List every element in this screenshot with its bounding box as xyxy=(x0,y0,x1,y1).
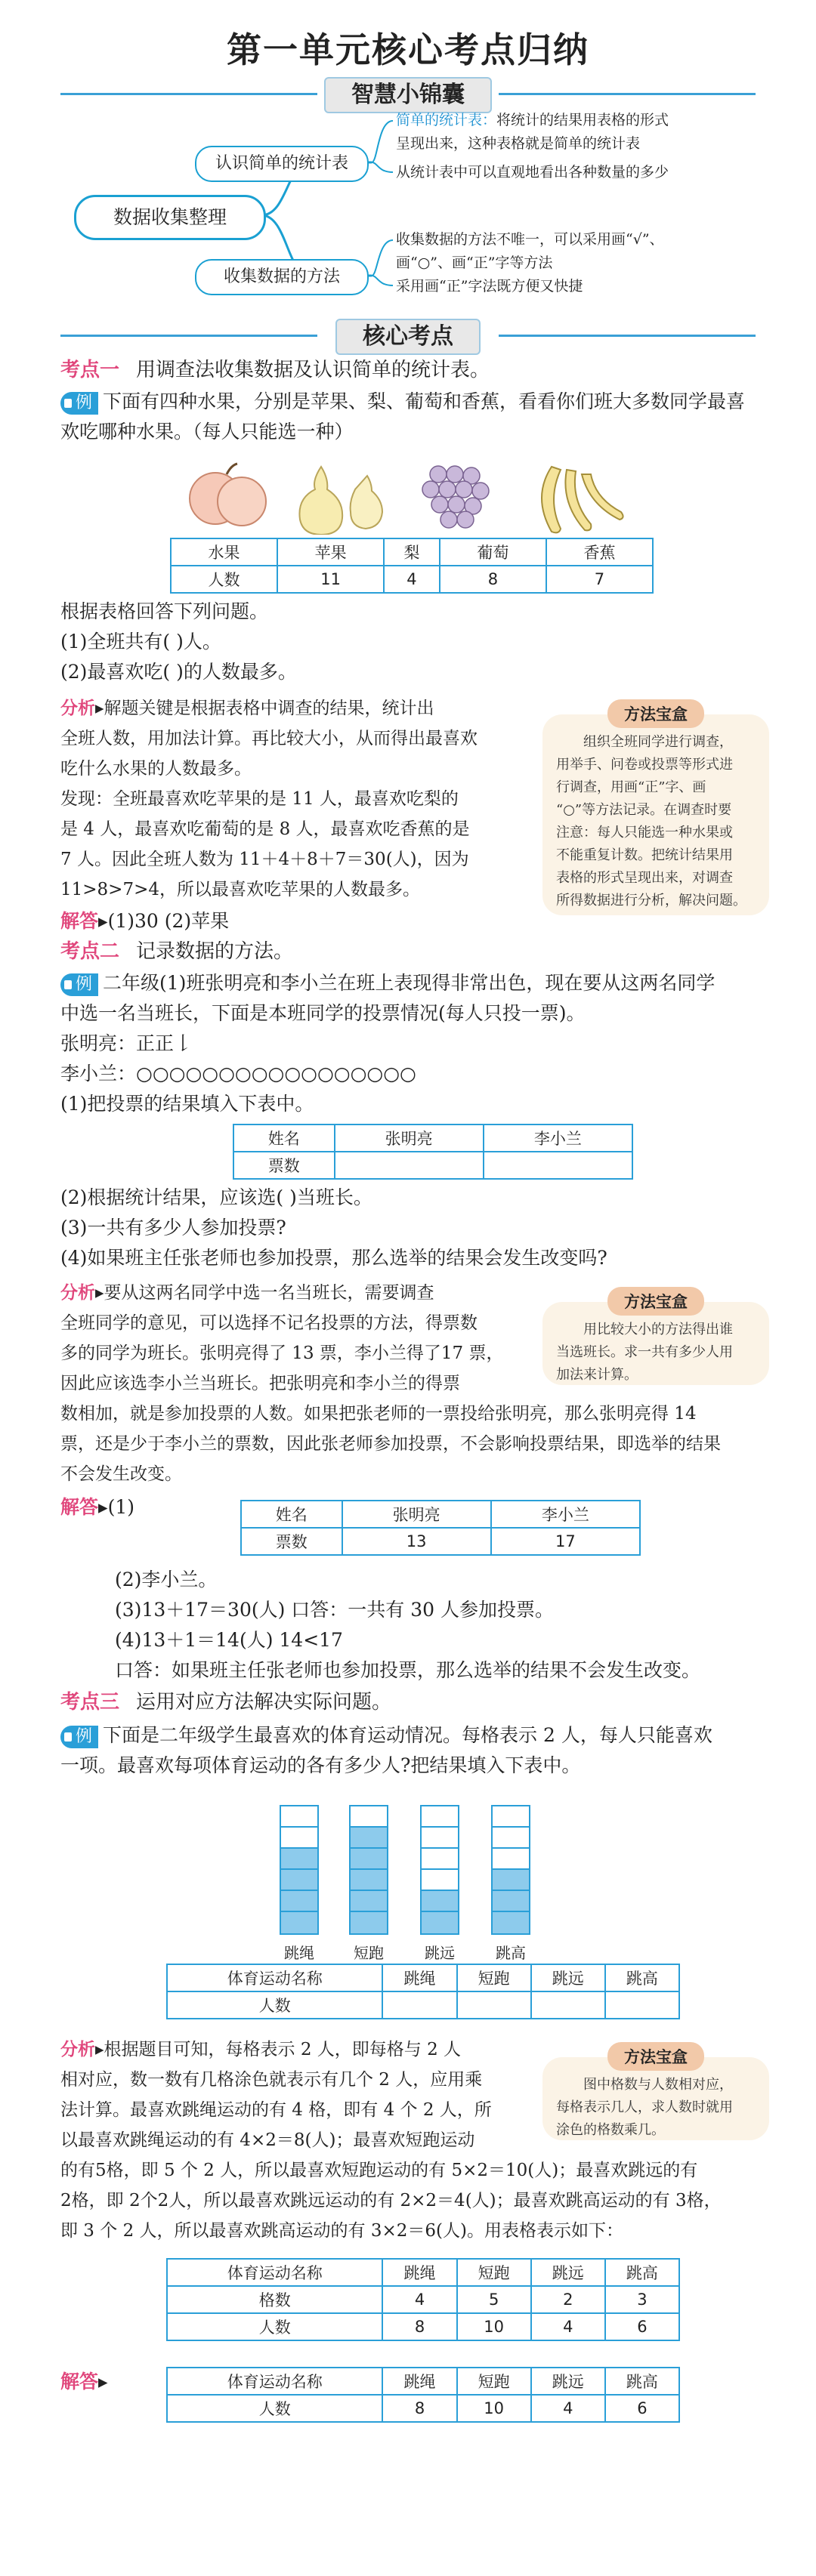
bar-cell xyxy=(422,1870,458,1891)
ex2-question-4: (4)如果班主任张老师也参加投票，那么选举的结果会发生改变吗? xyxy=(60,1247,607,1269)
mindmap-leaf-methods xyxy=(396,228,789,275)
bar-cell xyxy=(493,1870,529,1891)
analysis-text: 解题关键是根据表格中调查的结果，统计出 xyxy=(104,699,434,718)
table-cell: 短跑 xyxy=(457,1964,531,1991)
table-cell: 4 xyxy=(531,2395,605,2422)
bar-cell xyxy=(281,1912,317,1933)
table-cell: 6 xyxy=(605,2395,679,2422)
table-cell: 17 xyxy=(491,1528,640,1555)
ana3-line-6: 即 3 个 2 人，所以最喜欢跳高运动的有 3×2＝6(人)。用表格表示如下： xyxy=(60,2221,623,2241)
ex2-line1 xyxy=(60,968,715,998)
table-header-row xyxy=(233,1124,632,1152)
pear-icon xyxy=(299,467,382,535)
table-cell: 姓名 xyxy=(233,1124,335,1152)
table-cell: 跳远 xyxy=(531,2368,605,2395)
sport-bar-0 xyxy=(280,1805,319,1935)
tip-line: 表格的形式呈现出来，对调查 xyxy=(556,870,733,886)
ans2-part3: (3)13＋17＝30(人) 口答：一共有 30 人参加投票。 xyxy=(115,1599,555,1621)
bar-cell xyxy=(422,1828,458,1849)
leaf-highlight: 简单的统计表： xyxy=(396,112,497,128)
ana2-line-1: 全班同学的意见，可以选择不记名投票的方法，得票数 xyxy=(60,1313,478,1333)
kp2-heading xyxy=(60,938,293,965)
kp-text: 运用对应方法解决实际问题。 xyxy=(136,1691,392,1714)
table-cell: 跳高 xyxy=(605,1964,679,1991)
bar-cell xyxy=(422,1891,458,1912)
tip-line: 注意：每人只能选一种水果或 xyxy=(556,825,733,841)
ana3-line-2: 法计算。最喜欢跳绳运动的有 4 格，即有 4 个 2 人，所 xyxy=(60,2100,492,2120)
bar-cell xyxy=(351,1912,387,1933)
example-badge: 例 xyxy=(60,973,98,996)
bar-cell xyxy=(493,1828,529,1849)
ana3-line-3: 以最喜欢跳绳运动的有 4×2＝8(人)；最喜欢短跑运动 xyxy=(60,2130,475,2150)
table-cell: 李小兰 xyxy=(484,1124,632,1152)
ana1-line-4: 是 4 人，最喜欢吃葡萄的是 8 人，最喜欢吃香蕉的是 xyxy=(60,819,470,839)
example-badge: 例 xyxy=(60,1726,98,1748)
table-cell xyxy=(457,1991,531,2019)
table-cell: 4 xyxy=(382,2286,456,2313)
tip-title: 方法宝盒 xyxy=(607,2042,704,2071)
table-cell xyxy=(531,1991,605,2019)
ex1-line2: 欢吃哪种水果。（每人只能选一种） xyxy=(60,421,354,443)
table-row xyxy=(167,2286,679,2313)
ex3-line1 xyxy=(60,1720,712,1751)
table-cell: 葡萄 xyxy=(440,538,546,566)
table-cell: 香蕉 xyxy=(546,538,653,566)
tip-line: 加法来计算。 xyxy=(556,1367,638,1383)
table-cell: 跳远 xyxy=(531,1964,605,1991)
sport-bar-label: 跳高 xyxy=(496,1944,526,1962)
table-cell: 苹果 xyxy=(277,538,384,566)
ana1-line-3: 发现：全班最喜欢吃苹果的是 11 人，最喜欢吃梨的 xyxy=(60,789,459,809)
table-cell: 人数 xyxy=(167,2395,382,2422)
table-cell: 短跑 xyxy=(457,2259,531,2286)
section-banner-tips xyxy=(0,77,816,110)
bar-cell xyxy=(351,1870,387,1891)
table-cell: 体育运动名称 xyxy=(167,2368,382,2395)
tip-line: 用举手、问卷或投票等形式进 xyxy=(556,757,733,773)
table-cell: 水果 xyxy=(171,538,277,566)
table-cell: 票数 xyxy=(241,1528,342,1555)
table-cell: 4 xyxy=(531,2313,605,2340)
answer-label: 解答 xyxy=(60,2371,99,2392)
answer-text: (1)30 (2)苹果 xyxy=(107,910,230,932)
analysis-text: 根据题目可知，每格表示 2 人，即每格与 2 人 xyxy=(104,2040,462,2059)
bar-cell xyxy=(351,1806,387,1828)
ex2-text: 二年级(1)班张明亮和李小兰在班上表现得非常出色，现在要从这两名同学 xyxy=(103,972,716,994)
table-cell: 2 xyxy=(531,2286,605,2313)
table-cell: 人数 xyxy=(171,566,277,593)
sport-bar-label: 跳远 xyxy=(425,1944,455,1962)
table-cell: 人数 xyxy=(167,2313,382,2340)
kp1-heading xyxy=(60,356,490,384)
table-cell: 4 xyxy=(384,566,440,593)
kp-label: 考点二 xyxy=(60,940,120,963)
ex1-question-2: (2)最喜欢吃( )的人数最多。 xyxy=(60,661,297,683)
table-cell: 跳远 xyxy=(531,2259,605,2286)
tip-box-3 xyxy=(542,2048,769,2140)
ana2-line-3: 因此应该选李小兰当班长。把张明亮和李小兰的得票 xyxy=(60,1374,460,1393)
ana3-line-1: 相对应，数一数有几格涂色就表示有几个 2 人，应用乘 xyxy=(60,2070,483,2090)
ans2-part4: (4)13＋1＝14(人) 14<17 xyxy=(115,1629,343,1651)
table-cell: 张明亮 xyxy=(342,1501,491,1528)
bar-cell xyxy=(351,1849,387,1870)
table-cell: 5 xyxy=(457,2286,531,2313)
ans2-part2: (2)李小兰。 xyxy=(115,1569,218,1590)
mindmap-leaf-stat-table-use: 从统计表中可以直观地看出各种数量的多少 xyxy=(396,164,669,180)
table-header-row xyxy=(241,1501,640,1528)
ans2-part5: 口答：如果班主任张老师也参加投票，那么选举的结果不会发生改变。 xyxy=(115,1659,701,1681)
kp-label: 考点三 xyxy=(60,1691,120,1714)
mindmap-root: 数据收集整理 xyxy=(74,195,266,240)
table-cell: 8 xyxy=(382,2395,456,2422)
bar-cell xyxy=(493,1912,529,1933)
sport-bar-1 xyxy=(349,1805,388,1935)
table-header-row xyxy=(167,2368,679,2395)
ans2-part1: 解答▸(1) xyxy=(60,1496,134,1518)
ex1-question-1: (1)全班共有( )人。 xyxy=(60,631,221,652)
tip-line: 用比较大小的方法得出谁 xyxy=(583,1322,733,1337)
table-cell: 8 xyxy=(440,566,546,593)
kp-text: 记录数据的方法。 xyxy=(136,940,294,963)
tip-box-1 xyxy=(542,705,769,915)
table-cell: 姓名 xyxy=(241,1501,342,1528)
analysis-label: 分析 xyxy=(60,1283,95,1303)
table-cell: 6 xyxy=(605,2313,679,2340)
ans2-vote-table xyxy=(240,1500,641,1556)
table-cell xyxy=(382,1991,456,2019)
tip-line: 图中格数与人数相对应， xyxy=(583,2077,733,2093)
table-header-row xyxy=(171,538,653,566)
table-cell: 13 xyxy=(342,1528,491,1555)
table-cell: 11 xyxy=(277,566,384,593)
banana-icon xyxy=(542,467,623,532)
ana3-line-4: 的有5格，即 5 个 2 人，所以最喜欢短跑运动的有 5×2＝10(人)；最喜欢跳远的有 xyxy=(60,2161,698,2180)
kp-text: 用调查法收集数据及认识简单的统计表。 xyxy=(136,359,490,381)
banner-title: 核心考点 xyxy=(335,319,481,355)
ex2-question-3: (3)一共有多少人参加投票? xyxy=(60,1217,286,1239)
ex2-question-1: (1)把投票的结果填入下表中。 xyxy=(60,1093,314,1115)
ana2-line-5: 票，还是少于李小兰的票数，因此张老师参加投票，不会影响投票结果，即选举的结果 xyxy=(60,1434,721,1454)
bar-cell xyxy=(281,1828,317,1849)
table-cell: 格数 xyxy=(167,2286,382,2313)
ex2-li-votes: 李小兰：○○○○○○○○○○○○○○○○○ xyxy=(60,1063,416,1084)
tip-line: 当选班长。求一共有多少人用 xyxy=(556,1344,733,1360)
tip-line: 所得数据进行分析，解决问题。 xyxy=(556,893,746,909)
table-row xyxy=(171,566,653,593)
answer-label: 解答 xyxy=(60,1496,99,1518)
mindmap-node-stat-table: 认识简单的统计表 xyxy=(195,146,369,182)
tip-line: 不能重复计数。把统计结果用 xyxy=(556,847,733,863)
table-row xyxy=(167,2313,679,2340)
table-cell: 体育运动名称 xyxy=(167,1964,382,1991)
grape-icon xyxy=(422,466,489,528)
kp3-heading xyxy=(60,1689,391,1716)
table-row xyxy=(167,1991,679,2019)
ex3-sports-table xyxy=(166,1964,680,2019)
tip-box-2 xyxy=(542,1293,769,1385)
ana1-line-2: 吃什么水果的人数最多。 xyxy=(60,759,252,779)
ans1: 解答▸(1)30 (2)苹果 xyxy=(60,910,230,932)
tip-title: 方法宝盒 xyxy=(607,1287,704,1316)
ex3-line2: 一项。最喜欢每项体育运动的各有多少人?把结果填入下表中。 xyxy=(60,1754,581,1776)
answer-text: (1) xyxy=(107,1496,134,1518)
ex2-question-2: (2)根据统计结果，应该选( )当班长。 xyxy=(60,1186,372,1208)
bar-cell xyxy=(493,1891,529,1912)
table-cell: 跳高 xyxy=(605,2368,679,2395)
ex1-text: 下面有四种水果，分别是苹果、梨、葡萄和香蕉，看看你们班大多数同学最喜 xyxy=(103,390,746,412)
section-banner-core xyxy=(0,319,816,352)
ana2-line-4: 数相加，就是参加投票的人数。如果把张老师的一票投给张明亮，那么张明亮得 14 xyxy=(60,1404,697,1424)
table-cell: 8 xyxy=(382,2313,456,2340)
ans3-label-line: 解答▸ xyxy=(60,2371,108,2392)
sport-bar-2 xyxy=(420,1805,459,1935)
ana1-line-5: 7 人。因此全班人数为 11＋4＋8＋7＝30(人)，因为 xyxy=(60,850,469,869)
table-row xyxy=(233,1152,632,1179)
analysis-sports-table xyxy=(166,2258,680,2341)
answer-label: 解答 xyxy=(60,910,99,932)
page-title: 第一单元核心考点归纳 xyxy=(227,29,589,70)
bar-cell xyxy=(422,1849,458,1870)
bar-cell xyxy=(422,1806,458,1828)
example-badge: 例 xyxy=(60,392,98,415)
table-cell: 7 xyxy=(546,566,653,593)
table-cell xyxy=(335,1152,484,1179)
leaf-text-2: 画“○”、画“正”字等方法 xyxy=(396,255,553,271)
bar-cell xyxy=(422,1912,458,1933)
table-cell: 3 xyxy=(605,2286,679,2313)
fruit-illustrations xyxy=(174,452,642,535)
kp-label: 考点一 xyxy=(60,359,120,381)
mindmap-leaf-zheng: 采用画“正”字法既方便又快捷 xyxy=(396,278,583,295)
table-cell: 票数 xyxy=(233,1152,335,1179)
leaf-text: 收集数据的方法不唯一，可以采用画“√”、 xyxy=(396,231,664,248)
tip-line: 涂色的格数乘几。 xyxy=(556,2122,665,2138)
bar-cell xyxy=(281,1849,317,1870)
tip-line: 行调查，用画“正”字、画 xyxy=(556,779,706,795)
apple-icon xyxy=(190,464,266,526)
sport-bar-3 xyxy=(491,1805,530,1935)
ana3-line-5: 2格，即 2个2人，所以最喜欢跳远运动的有 2×2＝4(人)；最喜欢跳高运动的有 3格， xyxy=(60,2191,722,2210)
ana2-line-0: 分析▸要从这两名同学中选一名当班长，需要调查 xyxy=(60,1283,434,1303)
table-row xyxy=(167,2395,679,2422)
ana2-line-2: 多的同学为班长。张明亮得了 13 票，李小兰得了17 票， xyxy=(60,1344,504,1363)
tip-line: 组织全班同学进行调查， xyxy=(583,734,733,750)
table-cell xyxy=(605,1991,679,2019)
analysis-label: 分析 xyxy=(60,2040,95,2059)
ana1-line-0: 分析▸解题关键是根据表格中调查的结果，统计出 xyxy=(60,699,434,718)
ex2-line2: 中选一名当班长，下面是本班同学的投票情况(每人只投一票)。 xyxy=(60,1002,586,1024)
mindmap-leaf-stat-table-def xyxy=(396,109,789,156)
table-cell: 体育运动名称 xyxy=(167,2259,382,2286)
ans3-sports-table xyxy=(166,2367,680,2423)
table-header-row xyxy=(167,2259,679,2286)
sport-bar-label: 跳绳 xyxy=(284,1944,314,1962)
ana1-line-1: 全班人数，用加法计算。再比较大小，从而得出最喜欢 xyxy=(60,729,478,748)
bar-cell xyxy=(493,1806,529,1828)
table-cell: 跳绳 xyxy=(382,2368,456,2395)
table-cell: 人数 xyxy=(167,1991,382,2019)
ex1-fruit-table xyxy=(170,538,654,594)
banner-title: 智慧小锦囊 xyxy=(324,77,492,113)
bar-cell xyxy=(493,1849,529,1870)
ex2-zhang-votes: 张明亮：正正𠄌 xyxy=(60,1032,193,1054)
table-cell: 梨 xyxy=(384,538,440,566)
analysis-text: 要从这两名同学中选一名当班长，需要调查 xyxy=(104,1283,434,1303)
bar-cell xyxy=(281,1891,317,1912)
ex2-vote-table xyxy=(233,1124,633,1180)
ex1-question-intro: 根据表格回答下列问题。 xyxy=(60,600,269,622)
table-cell: 李小兰 xyxy=(491,1501,640,1528)
bar-cell xyxy=(351,1891,387,1912)
leaf-text-2: 呈现出来，这种表格就是简单的统计表 xyxy=(396,135,641,152)
table-cell: 张明亮 xyxy=(335,1124,484,1152)
sport-bar-label: 短跑 xyxy=(354,1944,384,1962)
ex3-text: 下面是二年级学生最喜欢的体育运动情况。每格表示 2 人，每人只能喜欢 xyxy=(103,1724,712,1746)
table-cell: 跳高 xyxy=(605,2259,679,2286)
ex1-line1 xyxy=(60,387,745,417)
table-cell xyxy=(484,1152,632,1179)
table-row xyxy=(241,1528,640,1555)
tip-line: “○”等方法记录。在调查时要 xyxy=(556,802,732,818)
tip-line: 每格表示几人，求人数时就用 xyxy=(556,2099,733,2115)
table-cell: 跳绳 xyxy=(382,1964,456,1991)
table-cell: 短跑 xyxy=(457,2368,531,2395)
table-header-row xyxy=(167,1964,679,1991)
analysis-label: 分析 xyxy=(60,699,95,718)
table-cell: 10 xyxy=(457,2313,531,2340)
tip-title: 方法宝盒 xyxy=(607,699,704,728)
ana3-line-0: 分析▸根据题目可知，每格表示 2 人，即每格与 2 人 xyxy=(60,2040,462,2059)
bar-cell xyxy=(281,1870,317,1891)
table-cell: 跳绳 xyxy=(382,2259,456,2286)
bar-cell xyxy=(281,1806,317,1828)
bar-cell xyxy=(351,1828,387,1849)
mindmap-node-collect-method: 收集数据的方法 xyxy=(195,259,369,295)
leaf-text: 将统计的结果用表格的形式 xyxy=(496,112,669,128)
ana2-line-6: 不会发生改变。 xyxy=(60,1464,182,1484)
ana1-line-6: 11>8>7>4，所以最喜欢吃苹果的人数最多。 xyxy=(60,880,420,899)
table-cell: 10 xyxy=(457,2395,531,2422)
